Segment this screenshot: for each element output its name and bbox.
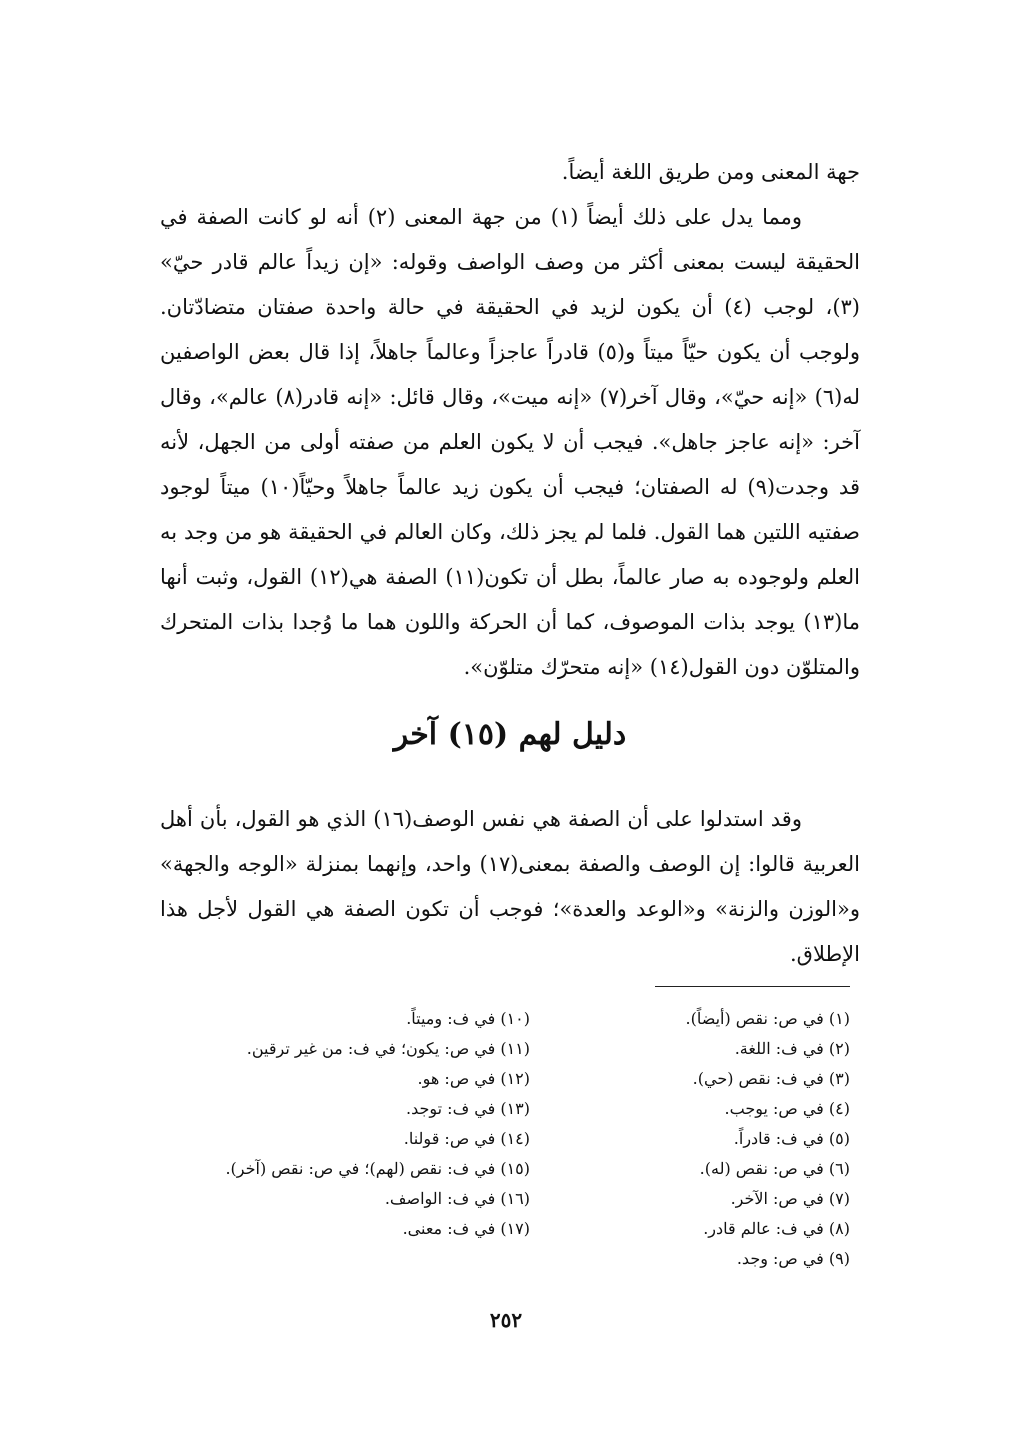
- section-heading: دليل لهم (١٥) آخر: [393, 717, 627, 752]
- footnote-item: (١٧) في ف: معنى.: [402, 1219, 530, 1238]
- paragraph-argument: ومما يدل على ذلك أيضاً (١) من جهة المعنى (٢) أنه لو كانت الصفة في الحقيقة ليست بمعنى أكثر من وصف الواصف وقوله: «إن زيداً عالم قادر حيّ» (٣)، لوجب (٤) أن يكون لزيد في الحقيقة في حالة واحدة صفتان متضادّتان. ولوجب أن يكون حيّاً ميتاً و(٥) قادراً عاجزاً وعالماً جاهلاً، إذا قال بعض الواصفين له(٦) «إنه حيّ»، وقال آخر(٧) «إنه ميت»، وقال قائل: «إنه قادر(٨) عالم»، وقال آخر: «إنه عاجز جاهل». فيجب أن لا يكون العلم من صفته أولى من الجهل، لأنه قد وجدت(٩) له الصفتان؛ فيجب أن يكون زيد عالماً جاهلاً وحيّاً(١٠) ميتاً لوجود صفتيه اللتين هما القول. فلما لم يجز ذلك، وكان العالم في الحقيقة هو من وجد به العلم ولوجوده به صار عالماً، بطل أن تكون(١١) الصفة هي(١٢) القول، وثبت أنها ما(١٣) يوجد بذات الموصوف، كما أن الحركة واللون هما ما وُجدا بذات المتحرك والمتلوّن دون القول(١٤) «إنه متحرّك متلوّن».: [160, 205, 860, 679]
- footnote-item: (١٠) في ف: وميتاً.: [406, 1009, 530, 1028]
- footnote-item: (٢) في ف: اللغة.: [734, 1039, 850, 1058]
- footnote-item: (١٦) في ف: الواصف.: [384, 1189, 530, 1208]
- footnote-item: (٩) في ص: وجد.: [736, 1249, 850, 1268]
- paragraph-continuation: جهة المعنى ومن طريق اللغة أيضاً.: [561, 160, 860, 184]
- footnote-item: (٦) في ص: نقص (له).: [699, 1159, 850, 1178]
- paragraph-linguistic-argument: وقد استدلوا على أن الصفة هي نفس الوصف(١٦) الذي هو القول، بأن أهل العربية قالوا: إن الوصف والصفة بمعنى(١٧) واحد، وإنهما بمنزلة «الوجه والجهة» و«الوزن والزنة» و«الوعد والعدة»؛ فوجب أن تكون الصفة هي القول لأجل هذا الإطلاق.: [160, 807, 860, 966]
- footnote-item: (١٥) في ف: نقص (لهم)؛ في ص: نقص (آخر).: [225, 1159, 530, 1178]
- footnote-item: (٣) في ف: نقص (حي).: [692, 1069, 850, 1088]
- footnotes-right-column: [630, 1004, 850, 1274]
- footnote-item: (١٢) في ص: هو.: [417, 1069, 530, 1088]
- footnote-item: (٥) في ف: قادراً.: [733, 1129, 850, 1148]
- main-text-block: [160, 150, 860, 690]
- footnote-item: (١٤) في ص: قولنا.: [403, 1129, 530, 1148]
- footnotes-left-column: [160, 1004, 530, 1244]
- footnote-separator: [655, 986, 850, 987]
- footnote-item: (٨) في ف: عالم قادر.: [703, 1219, 850, 1238]
- page-number: ٢٥٢: [489, 1308, 523, 1332]
- second-text-block: [160, 797, 860, 977]
- footnote-item: (٤) في ص: يوجب.: [724, 1099, 850, 1118]
- footnote-item: (١) في ص: نقص (أيضاً).: [685, 1009, 850, 1028]
- footnote-item: (٧) في ص: الآخر.: [730, 1189, 850, 1208]
- footnote-item: (١٣) في ف: توجد.: [406, 1099, 530, 1118]
- footnote-item: (١١) في ص: يكون؛ في ف: من غير ترقين.: [246, 1039, 530, 1058]
